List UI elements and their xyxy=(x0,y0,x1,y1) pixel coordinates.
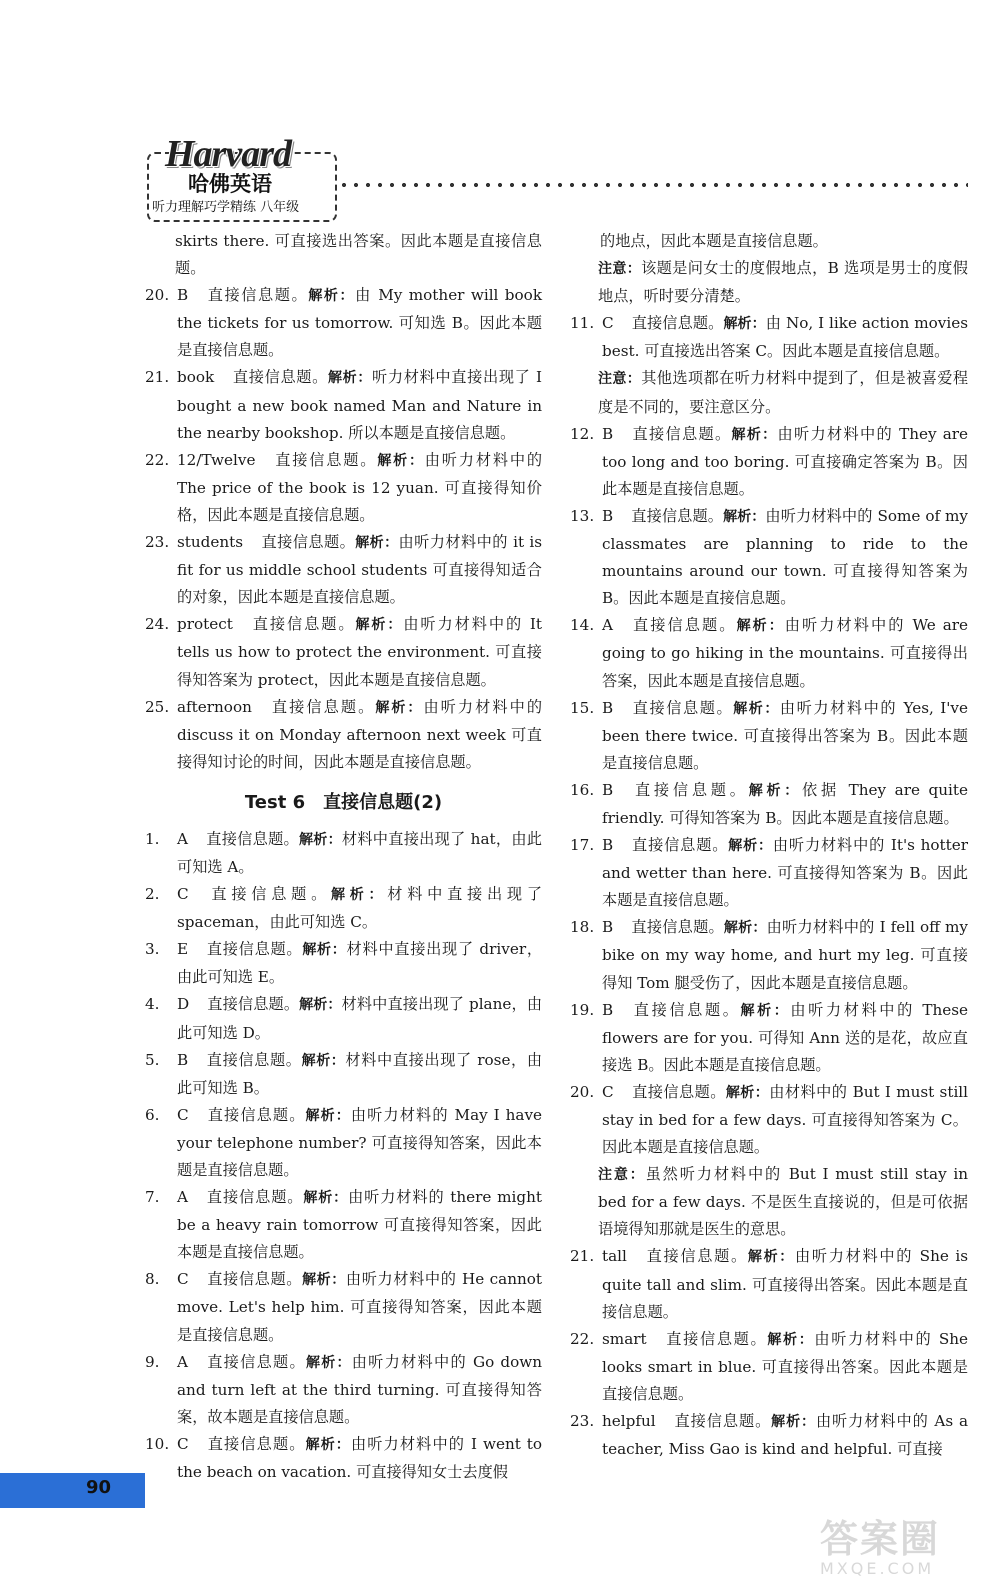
item-answer: C xyxy=(177,1105,189,1124)
analysis-text: 由听力材料中的 We are going to go hiking in the mountains. 可直接得出答案，因此本题是直接信息题。 xyxy=(602,616,968,690)
analysis-text: 由听力材料中的 it is fit for us middle school students 可直接得知适合的对象，因此本题是直接信息题。 xyxy=(177,533,542,607)
item-type: 直接信息题。 xyxy=(631,506,724,525)
item-type: 直接信息题。 xyxy=(631,836,729,855)
answer-item xyxy=(570,421,968,503)
answer-item xyxy=(145,1184,542,1266)
item-type: 直接信息题。 xyxy=(206,1050,302,1069)
answer-item xyxy=(145,1349,542,1431)
right-column xyxy=(570,228,968,1463)
analysis-text: 材料中直接出现了 spaceman，由此可知选 C。 xyxy=(177,885,542,932)
answer-item xyxy=(145,1102,542,1184)
item-answer: B xyxy=(602,424,614,443)
answer-item xyxy=(145,936,542,991)
answer-list-a xyxy=(145,282,542,776)
item-note xyxy=(570,1161,968,1243)
item-answer: helpful xyxy=(602,1412,656,1431)
item-answer: tall xyxy=(602,1247,627,1266)
item-type: 直接信息题。 xyxy=(206,885,331,904)
watermark-main: 答案圈 xyxy=(820,1517,941,1561)
continued-text: 的地点，因此本题是直接信息题。 xyxy=(600,232,828,250)
item-answer: A xyxy=(177,829,188,848)
item-answer: protect xyxy=(177,615,233,634)
item-number: 10. xyxy=(145,1434,170,1453)
note-text: 该题是问女士的度假地点，B 选项是男士的度假地点，听时要分清楚。 xyxy=(598,259,968,306)
item-answer: C xyxy=(177,1270,189,1289)
analysis-label: 解析： xyxy=(723,316,766,333)
item-type: 直接信息题。 xyxy=(644,1247,748,1266)
item-type: 直接信息题。 xyxy=(273,450,378,469)
item-number: 4. xyxy=(145,995,160,1014)
item-number: 24. xyxy=(145,615,170,634)
item-number: 20. xyxy=(570,1082,595,1101)
watermark-logo xyxy=(820,1508,990,1578)
analysis-text: 由听力材料中的 Go down and turn left at the third turning. 可直接得知答案，故本题是直接信息题。 xyxy=(177,1352,542,1426)
analysis-text: 由材料中的 But I must still stay in bed for a few days. 可直接得知答案为 C。因此本题是直接信息题。 xyxy=(602,1082,969,1157)
item-type: 直接信息题。 xyxy=(232,368,328,387)
item-type: 直接信息题。 xyxy=(631,698,734,717)
watermark-url: MXQE.COM xyxy=(820,1559,935,1578)
book-subtitle: 听力理解巧学精练 八年级 xyxy=(152,200,300,215)
item-answer: C xyxy=(602,1082,614,1101)
analysis-text: 由听力材料中的 She is quite tall and slim. 可直接得出答案。因此本题是直接信息题。 xyxy=(602,1247,969,1321)
item-answer: E xyxy=(177,940,189,959)
item-answer: B xyxy=(177,1050,189,1069)
answer-item xyxy=(145,991,542,1046)
answer-item xyxy=(570,1079,968,1161)
item-number: 19. xyxy=(570,1000,595,1019)
answer-item xyxy=(145,447,542,529)
item-number: 11. xyxy=(570,314,595,333)
item-number: 6. xyxy=(145,1105,160,1124)
answer-item xyxy=(145,611,542,693)
answer-item xyxy=(570,310,968,365)
item-type: 直接信息题。 xyxy=(631,314,724,333)
item-number: 3. xyxy=(145,940,160,959)
analysis-text: 由听力材料中的 I fell off my bike on my way home, and hurt my leg. 可直接得知 Tom 腿受伤了，因此本题是直接信息题。 xyxy=(602,918,968,992)
item-number: 23. xyxy=(570,1412,595,1431)
page-number: 90 xyxy=(86,1477,112,1498)
analysis-text: 由听力材料中的 They are too long and too boring. 可直接确定答案为 B。因此本题是直接信息题。 xyxy=(602,424,969,498)
item-type: 直接信息题。 xyxy=(250,615,356,634)
continued-text: skirts there. 可直接选出答案。因此本题是直接信息题。 xyxy=(175,232,542,278)
item-answer: B xyxy=(602,918,614,937)
answer-item xyxy=(145,364,542,446)
item-type: 直接信息题。 xyxy=(206,1270,303,1289)
analysis-label: 解析： xyxy=(723,920,767,937)
answer-item xyxy=(145,282,542,364)
item-number: 8. xyxy=(145,1270,160,1289)
note-text: 其他选项都在听力材料中提到了，但是被喜爱程度是不同的，要注意区分。 xyxy=(598,369,969,416)
item-type: 直接信息题。 xyxy=(206,286,309,305)
analysis-text: 由听力材料中的 He cannot move. Let's help him. 可直接得知答案，因此本题是直接信息题。 xyxy=(177,1270,543,1344)
item-answer: 12/Twelve xyxy=(177,450,256,469)
analysis-label: 解析： xyxy=(725,1084,770,1101)
analysis-label: 解析： xyxy=(355,535,399,552)
analysis-label: 解析： xyxy=(740,1002,791,1019)
item-number: 20. xyxy=(145,286,170,305)
answer-item xyxy=(570,832,968,914)
item-number: 12. xyxy=(570,424,595,443)
item-type: 直接信息题。 xyxy=(269,697,376,716)
item-type: 直接信息题。 xyxy=(207,995,300,1014)
analysis-label: 解析： xyxy=(305,1436,351,1453)
analysis-text: 材料中直接出现了 driver，由此可知选 E。 xyxy=(177,940,543,987)
analysis-label: 解析： xyxy=(302,942,347,959)
item-type: 直接信息题。 xyxy=(205,1188,304,1207)
left-column xyxy=(145,228,542,1486)
item-answer: smart xyxy=(602,1329,647,1348)
answer-item xyxy=(570,695,968,777)
analysis-text: 由听力材料中的 The price of the book is 12 yuan. 可直接得知价格，因此本题是直接信息题。 xyxy=(177,450,543,524)
analysis-text: 由听力材料的 May I have your telephone number? 可直接得知答案，因此本题是直接信息题。 xyxy=(177,1105,543,1179)
continued-note xyxy=(570,255,968,310)
answer-item xyxy=(145,694,542,776)
item-type: 直接信息题。 xyxy=(206,1105,306,1124)
answer-item xyxy=(145,881,542,936)
analysis-label: 解析： xyxy=(731,426,778,443)
analysis-text: 由 My mother will book the tickets for us tomorrow. 可知选 B。因此本题是直接信息题。 xyxy=(177,286,543,360)
item-type: 直接信息题。 xyxy=(206,1434,306,1453)
analysis-label: 解析： xyxy=(377,452,425,469)
section-title: Test 6 直接信息题(2) xyxy=(244,791,443,813)
item-number: 21. xyxy=(570,1247,595,1266)
analysis-text: 由听力材料的 there might be a heavy rain tomorrow 可直接得知答案，因此本题是直接信息题。 xyxy=(177,1188,542,1262)
analysis-label: 解析： xyxy=(375,699,424,716)
item-type: 直接信息题。 xyxy=(631,918,724,937)
analysis-text: 由听力材料中的 I went to the beach on vacation. 可直接得知女士去度假 xyxy=(177,1434,543,1482)
answer-item xyxy=(570,1408,968,1463)
item-number: 7. xyxy=(145,1188,160,1207)
answer-list-c xyxy=(570,310,968,1463)
item-answer: A xyxy=(177,1352,188,1371)
answer-item xyxy=(570,777,968,832)
analysis-text: 材料中直接出现了 plane，由此可知选 D。 xyxy=(177,995,543,1042)
answer-item xyxy=(570,1326,968,1408)
item-answer: C xyxy=(602,314,614,333)
note-label: 注意： xyxy=(598,261,642,278)
analysis-label: 解析： xyxy=(723,508,766,525)
analysis-text: 依据 They are quite friendly. 可得知答案为 B。因此本题是直接信息题。 xyxy=(602,780,969,827)
header-dotted-rule xyxy=(338,180,968,190)
analysis-label: 解析： xyxy=(748,782,803,799)
item-answer: B xyxy=(177,286,189,305)
analysis-text: 由听力材料中的 She looks smart in blue. 可直接得出答案。因此本题是直接信息题。 xyxy=(602,1329,969,1403)
item-answer: D xyxy=(177,995,190,1014)
analysis-text: 由听力材料中的 As a teacher, Miss Gao is kind and helpful. 可直接 xyxy=(602,1412,968,1459)
analysis-label: 解析： xyxy=(331,887,388,904)
item-type: 直接信息题。 xyxy=(631,1000,741,1019)
answer-item xyxy=(145,1431,542,1486)
analysis-text: 由听力材料中的 discuss it on Monday afternoon next week 可直接得知讨论的时间，因此本题是直接信息题。 xyxy=(177,697,543,771)
item-number: 9. xyxy=(145,1352,160,1371)
item-answer: afternoon xyxy=(177,697,252,716)
item-answer: B xyxy=(602,698,614,717)
item-number: 21. xyxy=(145,368,170,387)
analysis-label: 解析： xyxy=(728,838,773,855)
item-number: 22. xyxy=(145,450,170,469)
answer-item xyxy=(145,826,542,881)
analysis-text: 由听力材料中的 It tells us how to protect the environment. 可直接得知答案为 protect，因此本题是直接信息题。 xyxy=(177,615,543,689)
analysis-label: 解析： xyxy=(301,1052,346,1069)
item-answer: A xyxy=(177,1188,188,1207)
answer-item xyxy=(570,914,968,996)
analysis-label: 解析： xyxy=(747,1249,795,1266)
item-answer: B xyxy=(602,780,614,799)
item-number: 16. xyxy=(570,780,595,799)
analysis-text: 材料中直接出现了 rose，由此可知选 B。 xyxy=(177,1050,543,1097)
item-type: 直接信息题。 xyxy=(673,1412,772,1431)
analysis-label: 解析： xyxy=(308,288,356,305)
analysis-text: 由听力材料中的 Some of my classmates are planning to ride to the mountains around our town. 可直接得知答案为 B。因此本题是直接信息题。 xyxy=(602,506,969,608)
item-answer: B xyxy=(602,506,614,525)
answer-list-b xyxy=(145,826,542,1486)
answer-item xyxy=(570,1243,968,1325)
item-answer: A xyxy=(602,616,613,635)
page-number-tab xyxy=(0,1473,145,1508)
note-label: 注意： xyxy=(598,1167,646,1184)
item-number: 14. xyxy=(570,616,595,635)
analysis-label: 解析： xyxy=(299,997,342,1014)
item-number: 15. xyxy=(570,698,595,717)
item-type: 直接信息题。 xyxy=(630,616,737,635)
item-type: 直接信息题。 xyxy=(631,780,749,799)
analysis-label: 解析： xyxy=(305,1107,351,1124)
brand-name: 哈佛英语 xyxy=(188,172,272,196)
analysis-text: 材料中直接出现了 hat，由此可知选 A。 xyxy=(177,829,542,876)
item-type: 直接信息题。 xyxy=(205,1352,306,1371)
analysis-text: 由听力材料中的 Yes, I've been there twice. 可直接得出答案为 B。因此本题是直接信息题。 xyxy=(602,698,969,772)
item-answer: C xyxy=(177,1434,189,1453)
item-note xyxy=(570,365,968,420)
item-type: 直接信息题。 xyxy=(205,829,300,848)
item-number: 17. xyxy=(570,836,595,855)
analysis-label: 解析： xyxy=(771,1414,816,1431)
item-answer: C xyxy=(177,885,189,904)
item-number: 1. xyxy=(145,829,160,848)
item-type: 直接信息题。 xyxy=(631,424,732,443)
analysis-label: 解析： xyxy=(736,618,785,635)
answer-item xyxy=(570,612,968,694)
note-text: 虽然听力材料中的 But I must still stay in bed for a few days. 不是医生直接说的，但是可依据语境得知那就是医生的意思。 xyxy=(598,1165,968,1239)
analysis-label: 解析： xyxy=(733,700,780,717)
item-number: 13. xyxy=(570,506,595,525)
item-number: 18. xyxy=(570,918,595,937)
analysis-text: 由听力材料中的 It's hotter and wetter than here. 可直接得知答案为 B。因此本题是直接信息题。 xyxy=(602,836,969,910)
analysis-label: 解析： xyxy=(305,1354,352,1371)
item-number: 22. xyxy=(570,1329,595,1348)
item-type: 直接信息题。 xyxy=(631,1082,726,1101)
item-type: 直接信息题。 xyxy=(261,533,356,552)
answer-item xyxy=(145,529,542,611)
item-answer: book xyxy=(177,368,215,387)
item-answer: B xyxy=(602,1000,614,1019)
item-answer: B xyxy=(602,836,614,855)
note-label: 注意： xyxy=(598,371,642,388)
analysis-text: 由听力材料中的 These flowers are for you. 可得知 Ann 送的是花，故应直接选 B。因此本题是直接信息题。 xyxy=(602,1000,968,1074)
item-type: 直接信息题。 xyxy=(206,940,303,959)
answer-item xyxy=(570,503,968,612)
analysis-text: 听力材料中直接出现了 I bought a new book named Man and Nature in the nearby bookshop. 所以本题是直接信息题。 xyxy=(177,368,543,442)
analysis-label: 解析： xyxy=(302,1272,346,1289)
answer-item xyxy=(570,997,968,1079)
analysis-label: 解析： xyxy=(328,370,372,387)
item-type: 直接信息题。 xyxy=(664,1329,768,1348)
answer-item xyxy=(145,1047,542,1102)
item-number: 2. xyxy=(145,885,160,904)
answer-item xyxy=(145,1266,542,1348)
item-number: 5. xyxy=(145,1050,160,1069)
analysis-label: 解析： xyxy=(767,1331,815,1348)
analysis-label: 解析： xyxy=(303,1190,349,1207)
item-answer: students xyxy=(177,533,244,552)
item-number: 23. xyxy=(145,533,170,552)
logo-title: Harvard xyxy=(165,133,291,175)
analysis-label: 解析： xyxy=(299,831,342,848)
analysis-text: 由 No, I like action movies best. 可直接选出答案 C。因此本题是直接信息题。 xyxy=(602,314,969,361)
analysis-label: 解析： xyxy=(355,617,404,634)
item-number: 25. xyxy=(145,697,170,716)
